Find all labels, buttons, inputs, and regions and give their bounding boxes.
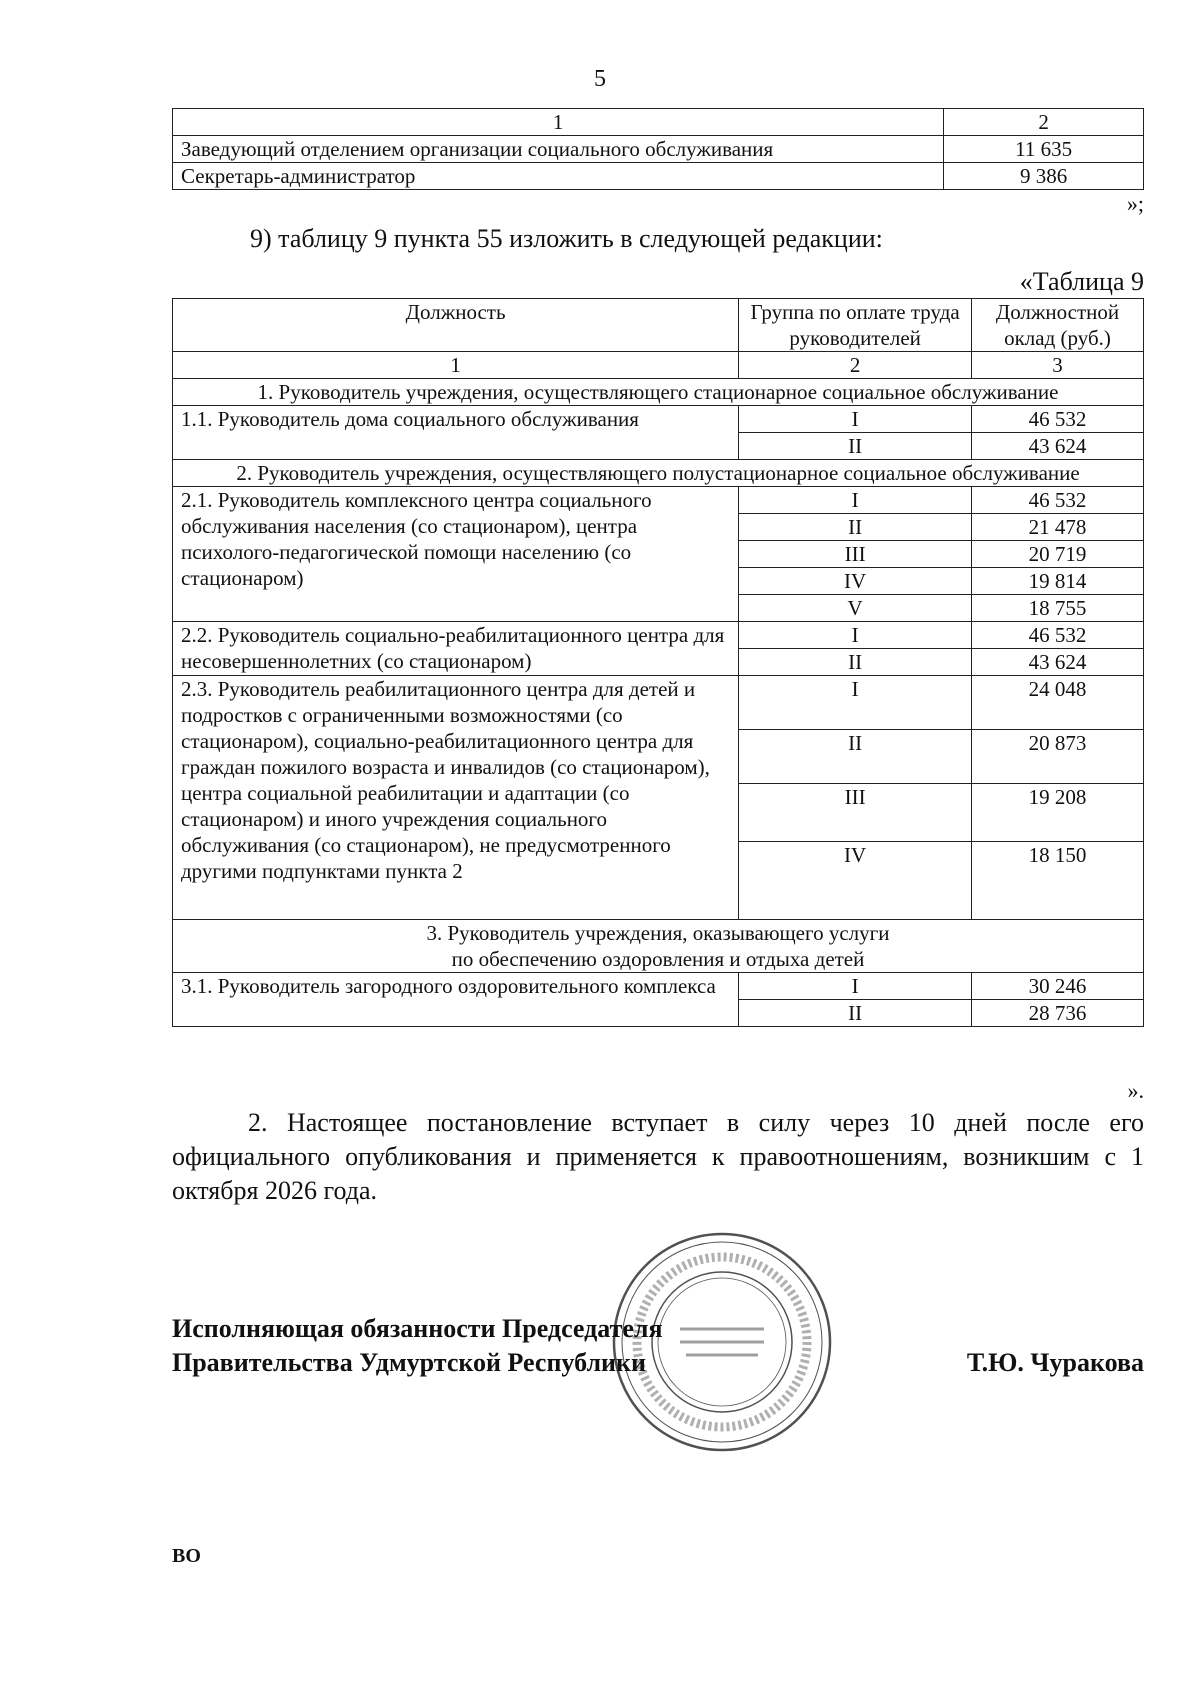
group-cell: IV (739, 568, 972, 595)
section-3-title-line-2: по обеспечению оздоровления и отдыха детей (451, 947, 865, 971)
salary-cell: 46 532 (972, 622, 1144, 649)
column-number: 3 (972, 352, 1144, 379)
salary-cell: 9 386 (944, 163, 1144, 190)
intro-text: 9) таблицу 9 пункта 55 изложить в следующей редакции: (250, 224, 883, 253)
item-2-1-name: 2.1. Руководитель комплексного центра социального обслуживания населения (со стационаром), центра психолого-педагогической помощи населению (со стационаром) (173, 487, 739, 622)
table-row (173, 973, 1144, 1000)
footer-mark: ВО (172, 1545, 201, 1567)
salary-cell: 21 478 (972, 514, 1144, 541)
section-title-row (173, 460, 1144, 487)
salary-cell: 46 532 (972, 487, 1144, 514)
signatory-title-line-1: Исполняющая обязанности Председателя (172, 1314, 663, 1343)
column-number: 2 (944, 109, 1144, 136)
header-row (173, 299, 1144, 352)
table-row (173, 676, 1144, 730)
signatory-title (172, 1312, 663, 1380)
table-row (173, 163, 1144, 190)
group-cell: I (739, 622, 972, 649)
group-cell: I (739, 406, 972, 433)
section-title-row (173, 920, 1144, 973)
group-cell: IV (739, 842, 972, 920)
signatory-name: Т.Ю. Чуракова (966, 1348, 1144, 1377)
section-3-title (173, 920, 1144, 973)
salary-cell: 30 246 (972, 973, 1144, 1000)
group-cell: II (739, 433, 972, 460)
column-number-row (173, 352, 1144, 379)
section-1-title: 1. Руководитель учреждения, осуществляющего стационарное социальное обслуживание (173, 379, 1144, 406)
section-title-row (173, 379, 1144, 406)
salary-cell: 19 814 (972, 568, 1144, 595)
group-cell: II (739, 1000, 972, 1027)
continued-table (172, 108, 1144, 190)
salary-cell: 24 048 (972, 676, 1144, 730)
salary-cell: 19 208 (972, 784, 1144, 842)
table-row (173, 487, 1144, 514)
group-cell: II (739, 730, 972, 784)
law-paragraph: 2. Настоящее постановление вступает в силу через 10 дней после его официального опубликования и применяется к правоотношениям, возникшим с 1 октября 2026 года. (172, 1108, 1144, 1205)
item-2-2-name: 2.2. Руководитель социально-реабилитационного центра для несовершеннолетних (со стационаром) (173, 622, 739, 676)
group-cell: II (739, 649, 972, 676)
salary-cell: 20 873 (972, 730, 1144, 784)
section-2-title: 2. Руководитель учреждения, осуществляющего полустационарное социальное обслуживание (173, 460, 1144, 487)
signatory-title-line-2: Правительства Удмуртской Республики (172, 1348, 646, 1377)
group-cell: I (739, 676, 972, 730)
group-cell: I (739, 487, 972, 514)
salary-cell: 43 624 (972, 649, 1144, 676)
header-group: Группа по оплате труда руководителей (739, 299, 972, 352)
table-row (173, 622, 1144, 649)
group-cell: III (739, 541, 972, 568)
header-salary: Должностной оклад (руб.) (972, 299, 1144, 352)
item-2-3-name: 2.3. Руководитель реабилитационного центра для детей и подростков с ограниченными возможностями (со стационаром), социально-реабилитационного центра для граждан пожилого возраста и инвалидов (со стационаром), центра социальной реабилитации и адаптации (со стационаром) и иного учреждения социального обслуживания (со стационаром), не предусмотренного другими подпунктами пункта 2 (173, 676, 739, 920)
page-number: 5 (594, 66, 606, 92)
item-1-1-name: 1.1. Руководитель дома социального обслуживания (173, 406, 739, 460)
salary-cell: 18 755 (972, 595, 1144, 622)
salary-cell: 11 635 (944, 136, 1144, 163)
item-3-1-name: 3.1. Руководитель загородного оздоровительного комплекса (173, 973, 739, 1027)
group-cell: III (739, 784, 972, 842)
column-number: 1 (173, 352, 739, 379)
table-label: «Таблица 9 (1019, 267, 1144, 296)
salary-cell: 18 150 (972, 842, 1144, 920)
header-position: Должность (173, 299, 739, 352)
closing-quote: »; (1126, 191, 1144, 216)
group-cell: I (739, 973, 972, 1000)
salary-cell: 20 719 (972, 541, 1144, 568)
position-cell: Секретарь-администратор (173, 163, 944, 190)
table-row (173, 136, 1144, 163)
salary-cell: 28 736 (972, 1000, 1144, 1027)
salary-cell: 46 532 (972, 406, 1144, 433)
closing-quote: ». (1127, 1078, 1144, 1103)
position-cell: Заведующий отделением организации социального обслуживания (173, 136, 944, 163)
salary-cell: 43 624 (972, 433, 1144, 460)
column-number: 2 (739, 352, 972, 379)
table-row (173, 109, 1144, 136)
section-3-title-line-1: 3. Руководитель учреждения, оказывающего услуги (426, 921, 890, 945)
table-9 (172, 298, 1144, 1027)
group-cell: V (739, 595, 972, 622)
column-number: 1 (173, 109, 944, 136)
table-row (173, 406, 1144, 433)
group-cell: II (739, 514, 972, 541)
